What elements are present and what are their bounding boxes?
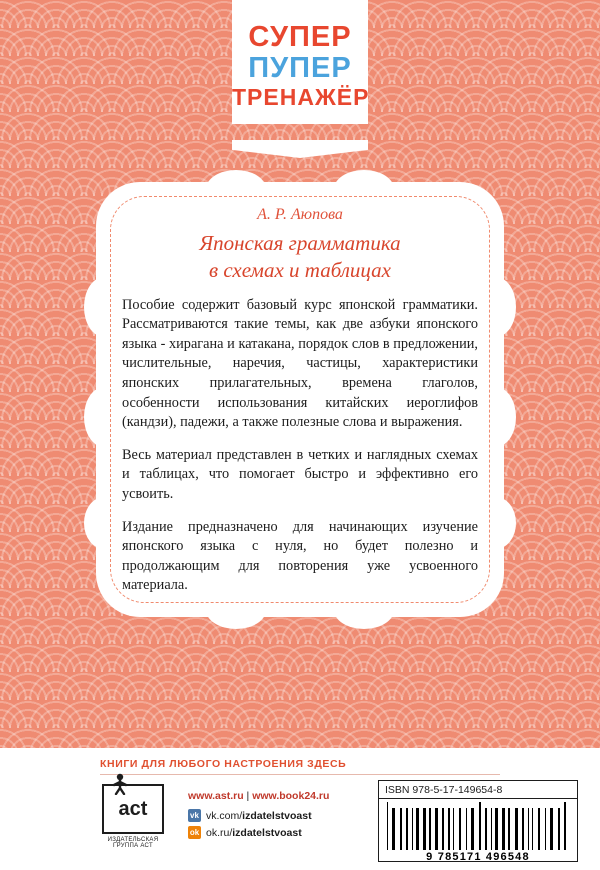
card-scallop-bottom-1: [206, 591, 266, 629]
vk-handle: izdatelstvoast: [242, 809, 312, 822]
isbn-text: ISBN 978-5-17-149654-8: [379, 781, 577, 799]
ok-icon: ok: [189, 828, 200, 837]
card-scallop-top-2: [334, 170, 394, 208]
website-book24[interactable]: www.book24.ru: [252, 790, 330, 802]
card-scallop-right-1: [476, 277, 516, 337]
description-paragraph-3: Издание предназначено для начинающих изучение японского языка с нуля, но будет полезно и продолжающим для повторения уже усвоенного материала.: [122, 518, 478, 594]
vk-icon: vk: [188, 809, 201, 822]
card-scallop-right-3: [476, 497, 516, 549]
ok-link[interactable]: [188, 826, 329, 839]
footer-tagline: КНИГИ ДЛЯ ЛЮБОГО НАСТРОЕНИЯ ЗДЕСЬ: [100, 758, 347, 770]
barcode: [387, 802, 569, 850]
website-ast[interactable]: www.ast.ru: [188, 790, 244, 802]
card-scallop-left-2: [84, 387, 124, 447]
description-paragraph-1: Пособие содержит базовый курс японской грамматики. Рассматриваются такие темы, как две азбуки японского языка - хирагана и катакана, порядок слов в предложении, числительные, наречия, частицы, характеристики японских прилагательных, времена глаголов, особенности использования китайских иероглифов (кандзи), падежи, а также полезные слова и выражения.: [122, 296, 478, 431]
book-title-line-2: в схемах и таблицах: [209, 257, 391, 282]
footer-divider: [100, 774, 500, 775]
series-banner: [232, 0, 368, 124]
card-content: [122, 206, 478, 595]
card-scallop-left-3: [84, 497, 124, 549]
publisher-logo: [100, 784, 166, 849]
book-title: [122, 230, 478, 284]
ok-url: ok.ru/: [206, 826, 233, 839]
vk-link[interactable]: [188, 809, 329, 822]
ast-logo-text: act: [102, 784, 164, 834]
card-scallop-top-1: [206, 170, 266, 208]
website-row: [188, 790, 329, 802]
running-man-icon: [110, 773, 130, 795]
description-paragraph-2: Весь материал представлен в четких и наглядных схемах и таблицах, что помогает быстро и эффективно его усвоить.: [122, 446, 478, 502]
publisher-footer: [0, 748, 600, 870]
publisher-links: [188, 790, 329, 843]
book-title-line-1: Японская грамматика: [199, 231, 401, 255]
barcode-digits: 9 785171 496548: [426, 851, 530, 863]
website-separator: |: [246, 790, 250, 802]
isbn-barcode-box: [378, 780, 578, 862]
card-scallop-left-1: [84, 277, 124, 337]
banner-line-3: ТРЕНАЖЁР: [232, 84, 370, 111]
description-card: [96, 182, 504, 617]
vk-url: vk.com/: [206, 809, 243, 822]
card-scallop-bottom-2: [334, 591, 394, 629]
banner-line-2: ПУПЕР: [248, 51, 352, 84]
banner-line-1: СУПЕР: [248, 21, 352, 53]
publisher-caption: ИЗДАТЕЛЬСКАЯ ГРУППА АСТ: [107, 837, 159, 849]
card-scallop-right-2: [476, 387, 516, 447]
author-name: А. Р. Аюпова: [257, 206, 343, 223]
ok-handle: izdatelstvoast: [232, 826, 302, 839]
